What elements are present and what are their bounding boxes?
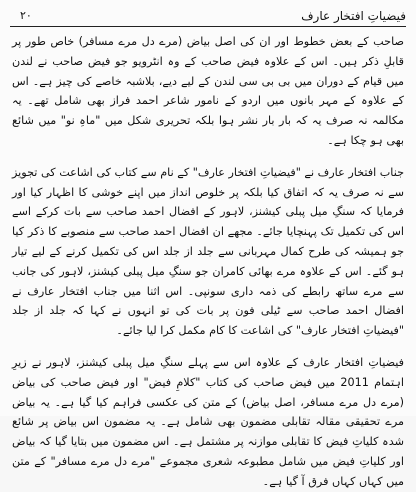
paragraph-2: جناب افتخار عارف نے "فیضیاتِ افتخار عارف" کے نام سے کتاب کی اشاعت کی تجویز سے نہ صرف یہ کہ اتفاق کیا بلکہ پر خلوص انداز میں اپنے خوشی کا اظہار کیا اور فرمایا کہ سنگِ میل پبلی کیشنز، لاہور کے افضال احمد صاحب سے بات کرکے اسے اس کی تکمیل تک پہنچایا جائے۔ مجھے ان افضال احمد صاحب سے منصوبے کا ذکر کیا جو ہمیشہ کی طرح کمال مہربانی سے جلد از جلد اس کی تکمیل کرنے کے لیے تیار ہو گئے۔ اس کے علاوہ مرے بھائی کامران جو سنگِ میل پبلی کیشنز، لاہور کی جانب سے مرے ساتھ رابطے کی ذمہ داری سونپی۔ اس اثنا میں جناب افتخار عارف نے افضال احمد صاحب سے ٹیلی فون پر بات کی تو انہوں نے کہا کہ جلد از جلد "فیضیاتِ افتخار عارف" کی اشاعت کا کام مکمل کرا لیا جائے۔: [12, 165, 404, 338]
paragraph-gap: [12, 151, 404, 163]
header-divider: [10, 26, 406, 27]
paragraph-gap: [12, 341, 404, 353]
paragraph-3: فیضیاتِ افتخار عارف کے علاوہ اس سے پہلے سنگِ میل پبلی کیشنز، لاہور نے زیرِ اہتمام 2011 میں فیض صاحب کی کتاب "کلامِ فیض" اور فیض صاحب کی بیاض (مرے دل مرے مسافر، اصل بیاض) کے متن کی عکسی فراہم کیا گیا ہے۔ یہ بیاض مرے تحقیقی مقالہ تقابلی مضمون بھی شامل ہے۔ یہ مضمون اس بیاض پر شائع شدہ کلیاتِ فیض کا تقابلی موازنہ پر مشتمل ہے۔ اس مضمون میں بتایا گیا کہ بیاض اور کلیاتِ فیض میں شامل مطبوعہ شعری مجموعے "مرے دل مرے مسافر" کے متن میں کہاں کہاں فرق آ گیا ہے۔: [12, 355, 404, 488]
running-header: [10, 8, 406, 26]
body-text: [12, 32, 404, 488]
paragraph-1: صاحب کے بعض خطوط اور ان کی اصل بیاض (مرے دل مرے مسافر) خاص طور پر قابلِ ذکر ہیں۔ اس کے علاوہ فیض صاحب کے وہ انٹرویو جو فیض صاحب نے لندن میں قیام کے دوران میں بی بی سی لندن کے لیے دیے، بلاشبہ خاصے کی چیز ہے۔ اس کے علاوہ کے مہر بانوں میں اردو کے نامور شاعر احمد فراز بھی شامل تھے۔ یہ مکالمہ نہ صرف یہ کہ بار بار نشر ہوا بلکہ تحریری شکل میں "ماہِ نو" میں شائع بھی ہو چکا ہے۔: [12, 35, 404, 147]
page-number: ۲۰: [20, 9, 32, 22]
header-title: فیضیاتِ افتخار عارف: [301, 9, 406, 23]
